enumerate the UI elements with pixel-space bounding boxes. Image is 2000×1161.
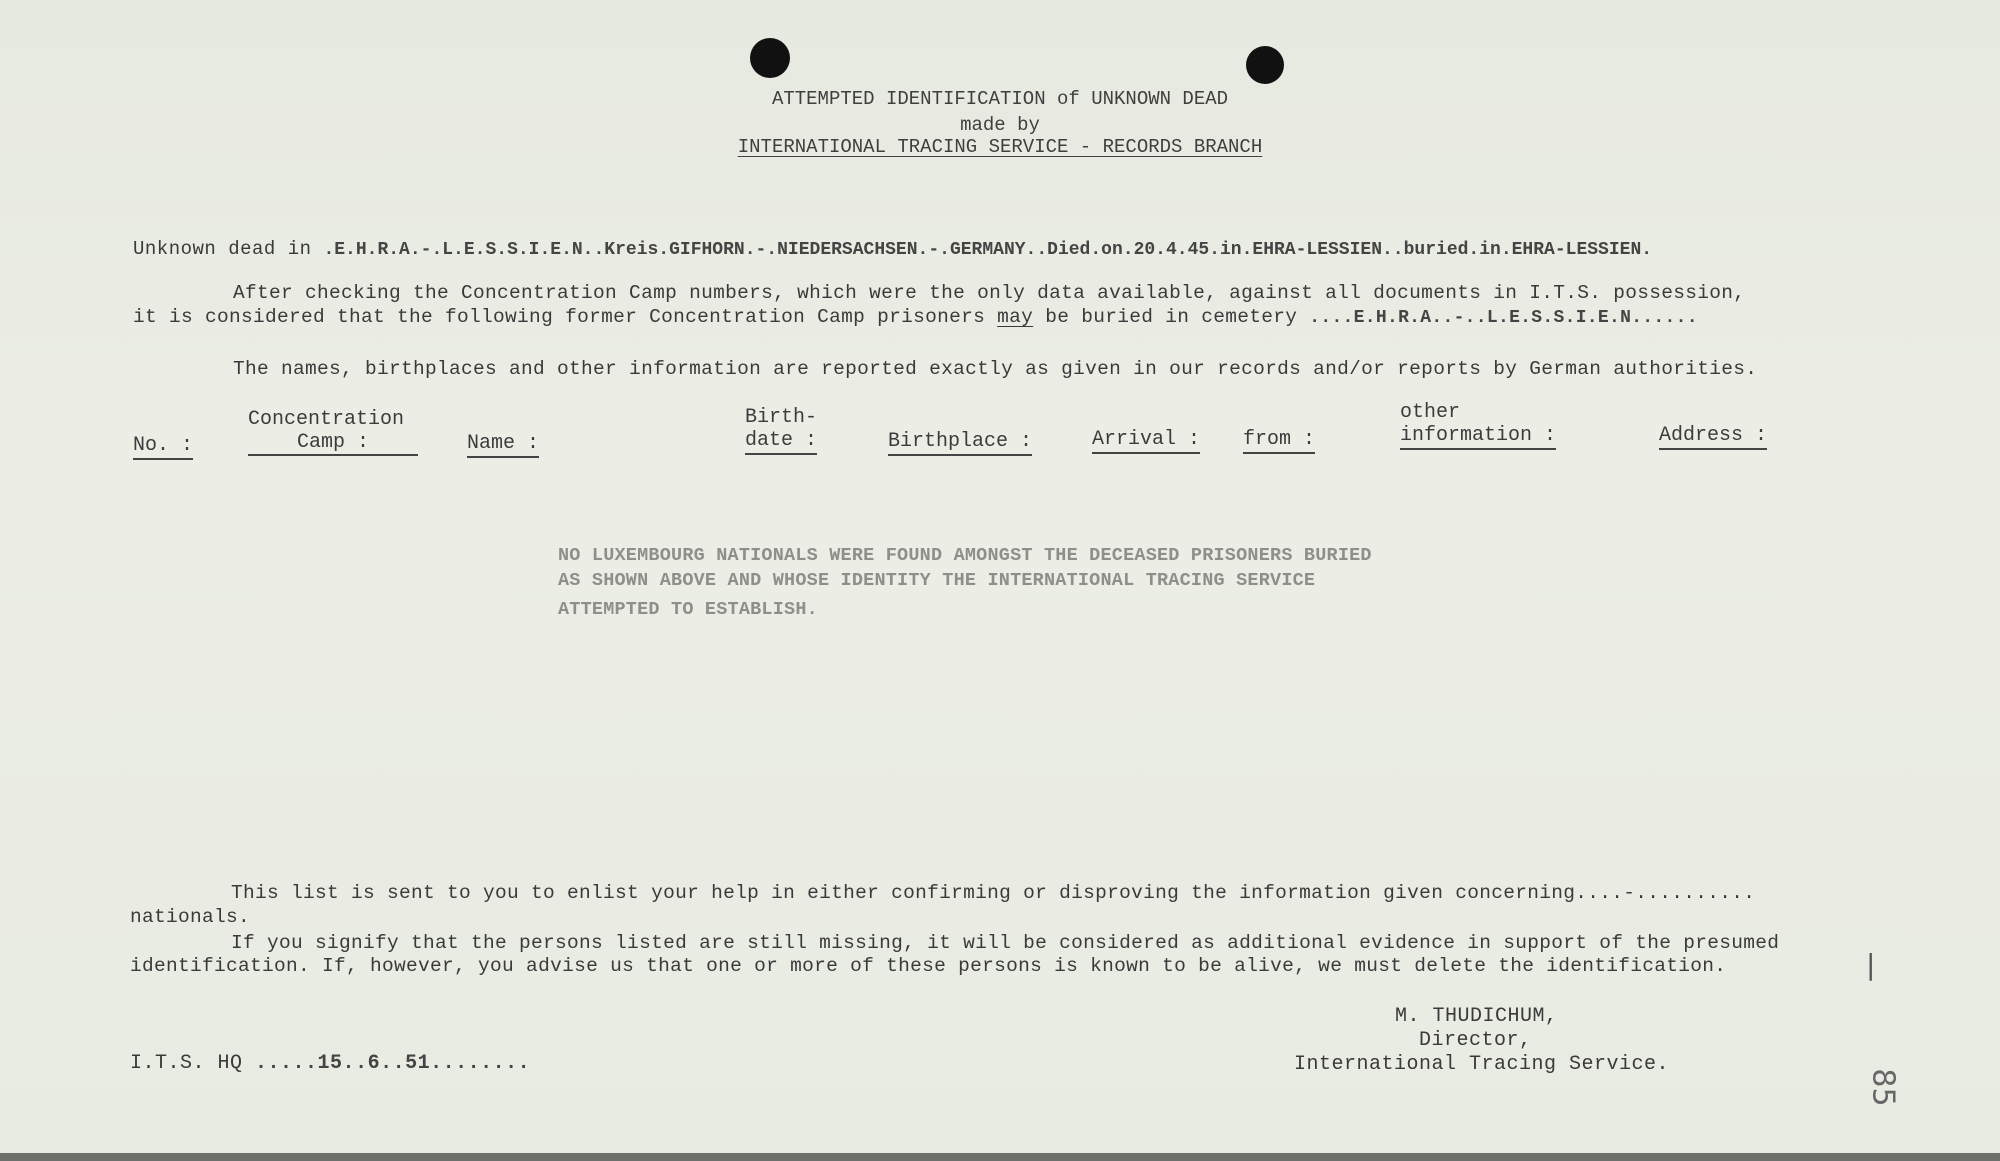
column-other-bottom: information :: [1400, 424, 1556, 450]
unknown-dead-line: [133, 238, 1652, 260]
column-name-label: Name :: [467, 432, 539, 458]
punch-hole-left: [750, 38, 790, 78]
footer-line3: If you signify that the persons listed are still missing, it will be considered as additional evidence in support of the presumed: [231, 932, 1780, 954]
signature-title: Director,: [1419, 1029, 1532, 1052]
footer-line4: identification. If, however, you advise us that one or more of these persons is known to be alive, we must delete the identification.: [130, 955, 1727, 977]
column-birthplace-label: Birthplace :: [888, 430, 1032, 456]
column-birthdate-bottom: date :: [745, 429, 817, 455]
column-camp-bottom: Camp :: [296, 431, 369, 454]
column-birthdate: [745, 406, 817, 455]
column-address-label: Address :: [1659, 424, 1767, 450]
header-subtitle: made by: [960, 114, 1040, 136]
header-organization: INTERNATIONAL TRACING SERVICE - RECORDS BRANCH: [737, 136, 1263, 158]
footer-line2: nationals.: [130, 906, 251, 928]
page-number: 85: [1865, 1068, 1901, 1107]
column-arrival: [1092, 428, 1200, 454]
column-camp-top: Concentration: [248, 408, 405, 431]
column-no: [133, 434, 193, 460]
column-from-label: from :: [1243, 428, 1315, 454]
emphasis-may: may: [997, 306, 1034, 328]
punch-hole-right: [1246, 46, 1284, 84]
column-no-label: No. :: [133, 434, 193, 460]
column-camp: [248, 408, 418, 456]
hq-line: [130, 1052, 530, 1075]
column-birthdate-top: Birth-: [745, 406, 818, 429]
stamp-line2: AS SHOWN ABOVE AND WHOSE IDENTITY THE INTERNATIONAL TRACING SERVICE: [558, 570, 1316, 591]
column-other-information: [1400, 401, 1556, 450]
hq-label: I.T.S. HQ: [130, 1052, 243, 1075]
hq-date: .....15..6..51........: [255, 1052, 531, 1075]
margin-mark: |: [1866, 948, 1876, 981]
paragraph1-line1: After checking the Concentration Camp numbers, which were the only data available, against all documents in I.T.S. possession,: [233, 282, 1746, 304]
unknown-dead-value: .E.H.R.A.-.L.E.S.S.I.E.N..Kreis.GIFHORN.-.NIEDERSACHSEN.-.GERMANY..Died.on.20.4.45.in.EHRA-LESSIEN..buried.in.EHRA-LESSIEN.: [323, 240, 1653, 260]
paragraph1-line2-middle: be buried in cemetery: [1045, 306, 1298, 328]
column-arrival-label: Arrival :: [1092, 428, 1200, 454]
footer-line1: This list is sent to you to enlist your help in either confirming or disproving the information given concerning....-..........: [231, 882, 1756, 904]
paragraph1-line2-start: it is considered that the following former Concentration Camp prisoners: [133, 306, 986, 328]
paragraph2: The names, birthplaces and other information are reported exactly as given in our records and/or reports by German authorities.: [233, 358, 1758, 380]
scan-edge: [0, 1153, 2000, 1161]
stamp-line3: ATTEMPTED TO ESTABLISH.: [558, 599, 818, 620]
signature-name: M. THUDICHUM,: [1395, 1005, 1558, 1028]
unknown-dead-label: Unknown dead in: [133, 238, 312, 260]
header-title: ATTEMPTED IDENTIFICATION of UNKNOWN DEAD: [771, 88, 1229, 110]
column-address: [1659, 424, 1767, 450]
column-birthplace: [888, 430, 1032, 456]
signature-organization: International Tracing Service.: [1294, 1053, 1670, 1076]
cemetery-value: ....E.H.R.A..-..L.E.S.S.I.E.N......: [1309, 308, 1698, 328]
column-from: [1243, 428, 1315, 454]
stamp-line1: NO LUXEMBOURG NATIONALS WERE FOUND AMONGST THE DECEASED PRISONERS BURIED: [558, 545, 1372, 566]
paragraph1-line2: [133, 306, 1698, 328]
column-name: [467, 432, 539, 458]
column-other-top: other: [1400, 401, 1461, 424]
